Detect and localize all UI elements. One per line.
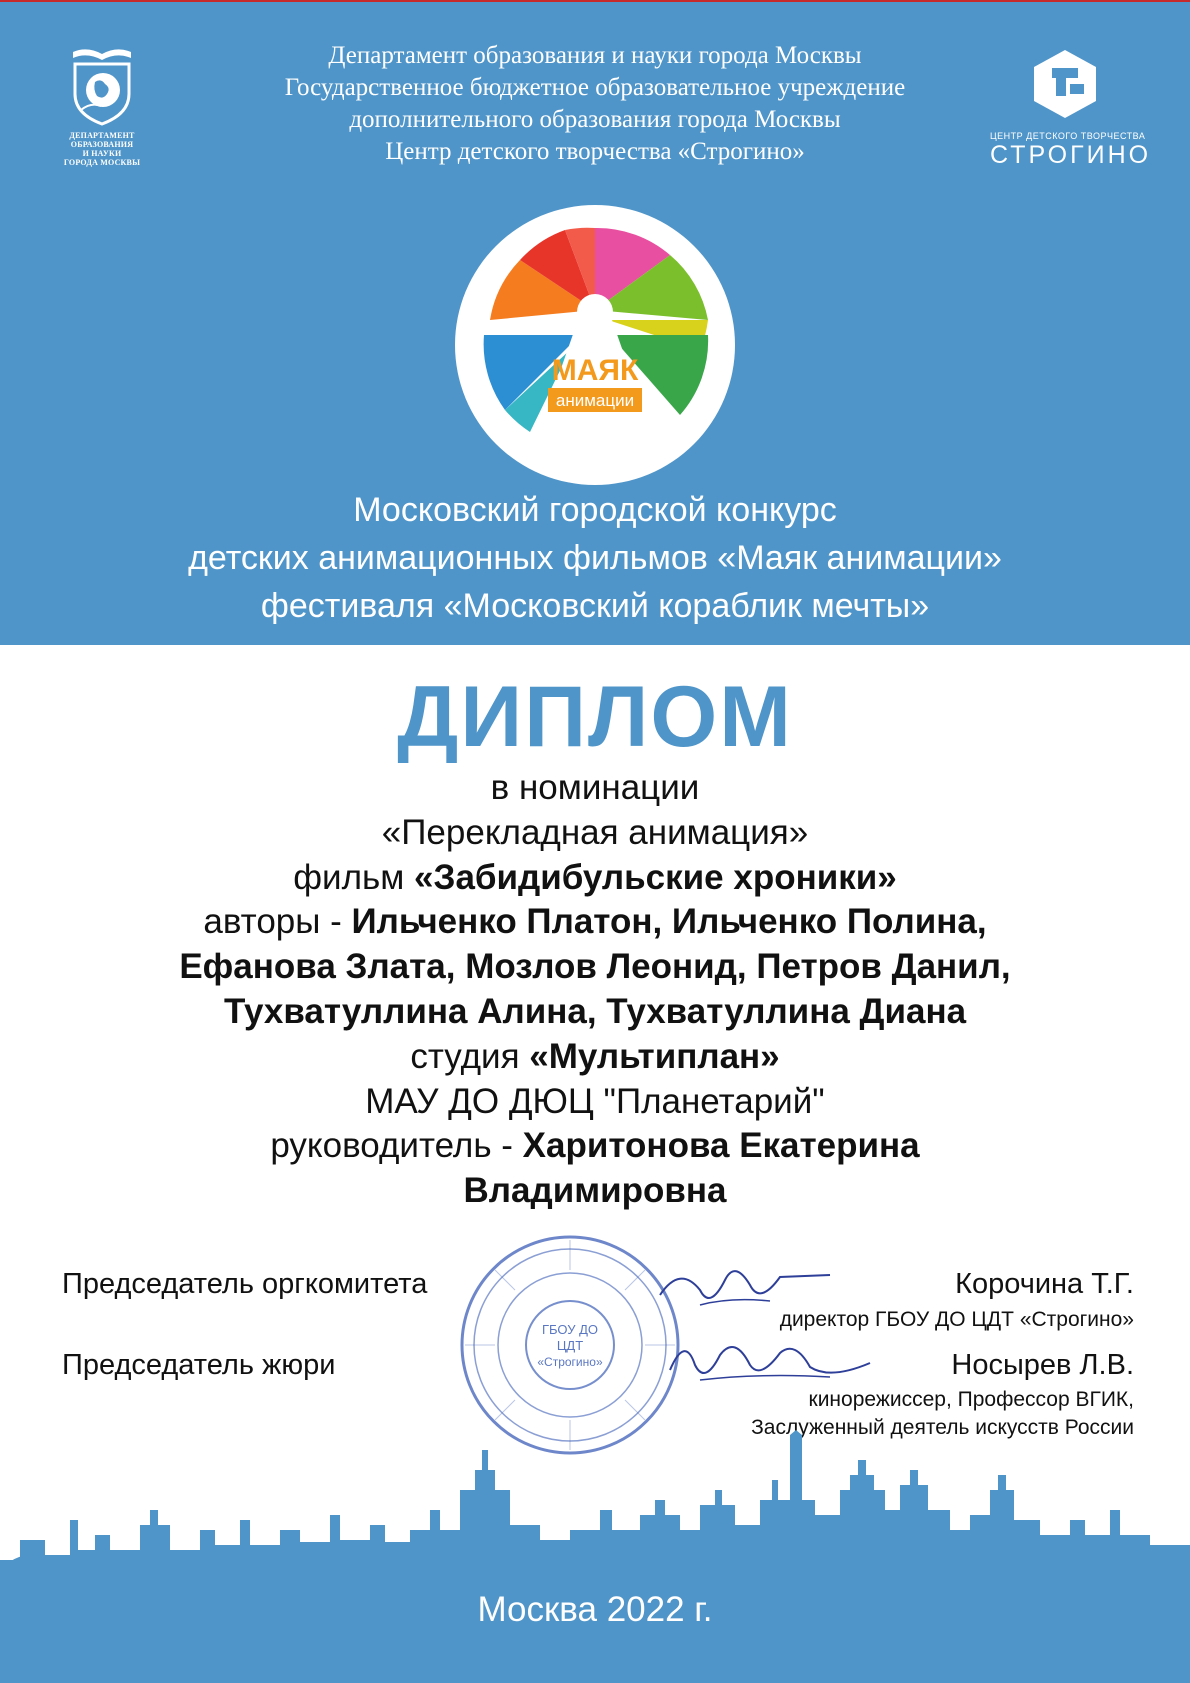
contest-line: детских анимационных фильмов «Маяк анимации»	[188, 539, 1002, 577]
diploma-title: ДИПЛОМ	[397, 669, 793, 765]
authors-names-1: Ильченко Платон, Ильченко Полина,	[351, 902, 987, 942]
studio-label: студия	[410, 1036, 530, 1076]
authors-names-2: Ефанова Злата, Мозлов Леонид, Петров Данил,	[179, 947, 1011, 987]
globe-book-icon	[67, 44, 137, 126]
org-line: Центр детского творчества «Строгино»	[385, 138, 805, 165]
department-logo-caption: ДЕПАРТАМЕНТ ОБРАЗОВАНИЯ И НАУКИ ГОРОДА МОСКВЫ	[63, 131, 141, 167]
contest-line: Московский городской конкурс	[353, 491, 837, 529]
top-rule	[0, 0, 1190, 2]
org-committee-label: Председатель оргкомитета	[62, 1268, 428, 1300]
org-line: дополнительного образования города Москвы	[349, 106, 841, 133]
nomination-name: «Перекладная анимация»	[381, 812, 809, 852]
footer-city-year: Москва 2022 г.	[477, 1590, 713, 1629]
mayak-title: МАЯК	[551, 354, 639, 387]
studio-name: «Мультиплан»	[529, 1036, 780, 1076]
organization-header	[200, 40, 990, 168]
leader-label: руководитель -	[270, 1126, 523, 1166]
film-line	[60, 856, 1130, 901]
jury-name: Носырев Л.В.	[951, 1349, 1134, 1381]
film-label: фильм	[293, 857, 415, 897]
department-logo	[62, 44, 142, 174]
leader-line	[60, 1124, 1130, 1169]
stamp-text-1: ГБОУ ДО	[541, 1322, 599, 1337]
institution-name: МАУ ДО ДЮЦ "Планетарий"	[365, 1081, 825, 1121]
contest-title	[100, 486, 1090, 630]
org-committee-position: директор ГБОУ ДО ЦДТ «Строгино»	[779, 1308, 1134, 1331]
contest-line: фестиваля «Московский кораблик мечты»	[260, 587, 930, 625]
moscow-skyline	[0, 1430, 1190, 1683]
stamp-text-3: «Строгино»	[537, 1355, 603, 1369]
strogino-logo	[990, 48, 1152, 178]
jury-position-1: кинорежиссер, Профессор ВГИК,	[808, 1388, 1134, 1411]
jury-label: Председатель жюри	[62, 1349, 336, 1381]
mayak-subtitle: анимации	[555, 391, 635, 410]
signature-jury	[660, 1325, 880, 1395]
leader-name-2: Владимировна	[463, 1171, 727, 1211]
nomination-intro: в номинации	[490, 768, 700, 807]
stamp-text-2: ЦДТ	[556, 1338, 584, 1353]
org-line: Департамент образования и науки города Москвы	[328, 42, 862, 69]
org-committee-name: Корочина Т.Г.	[955, 1268, 1134, 1300]
cube-logo-icon	[1030, 48, 1100, 120]
strogino-caption: ЦЕНТР ДЕТСКОГО ТВОРЧЕСТВА	[990, 131, 1146, 141]
authors-label: авторы -	[203, 902, 352, 942]
diploma-body	[60, 766, 1130, 1214]
leader-name-1: Харитонова Екатерина	[522, 1126, 920, 1166]
authors-names-3: Тухватуллина Алина, Тухватуллина Диана	[223, 991, 967, 1031]
jury-position-2: Заслуженный деятель искусств России	[751, 1416, 1134, 1439]
palette-wheel-icon	[450, 200, 740, 490]
studio-line	[60, 1035, 1130, 1080]
authors-line	[60, 900, 1130, 945]
org-line: Государственное бюджетное образовательное учреждение	[284, 74, 906, 101]
strogino-name: СТРОГИНО	[990, 141, 1152, 169]
film-title: «Забидибульские хроники»	[414, 857, 897, 897]
